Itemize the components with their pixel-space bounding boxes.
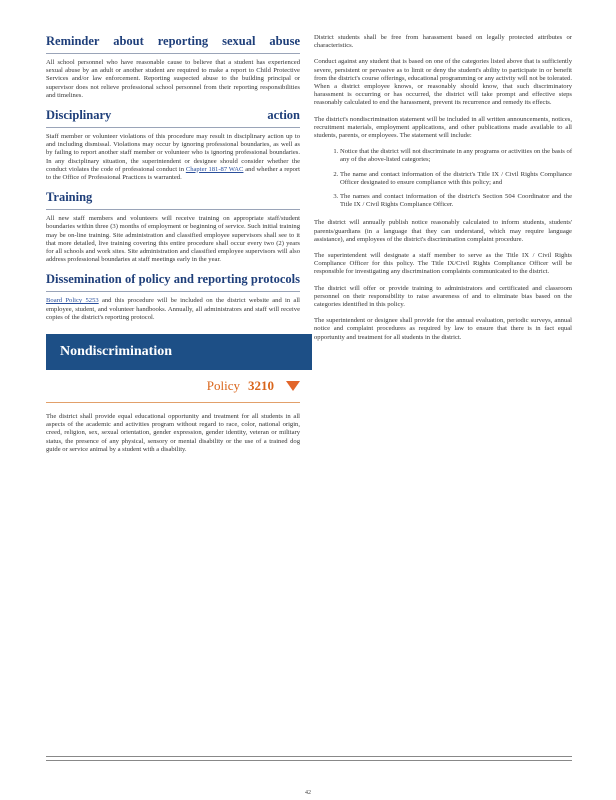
right-column: [314, 34, 572, 350]
harassment-paragraph: District students shall be free from harassment based on legally protected attributes or characteristics.: [314, 34, 572, 50]
policy-number: 3210: [248, 378, 274, 394]
page-number: 42: [305, 790, 311, 796]
section-heading-reminder: Reminder about reporting sexual abuse: [46, 34, 300, 54]
compliance-officer-paragraph: The superintendent will designate a staff member to serve as the Title IX / Civil Rights Compliance Officer for this policy. The Title IX/Civil Rights Compliance Officer will be responsible for investigating any discrimination complaints communicated to the district.: [314, 252, 572, 276]
annual-notice-paragraph: The district will annually publish notice reasonably calculated to inform students, students' parents/guardians (in a language that they can understand, which may require language assistance), and employees of the district's discrimination complaint procedure.: [314, 219, 572, 243]
section-heading-disciplinary: Disciplinary action: [46, 108, 300, 128]
footer-rule: [46, 760, 572, 764]
training-paragraph: All new staff members and volunteers will receive training on appropriate staff/student boundaries within three (3) months of employment or beginning of service. Such initial training may be on-line training. Site administration and classified employee supervisors shall see to it that more detailed, live training covering this entire procedure shall occur every two (2) years for all schools and work sites. Site administration and classified employee supervisors will also address professional boundaries at staff meetings early in the year.: [46, 215, 300, 264]
statement-list: [314, 148, 572, 209]
list-item: 2. The name and contact information of the district's Title IX / Civil Rights Compliance Officer designated to ensure compliance with this policy; and: [340, 171, 572, 187]
nondiscrimination-paragraph: The district shall provide equal educational opportunity and treatment for all students in all aspects of the academic and activities program without regard to race, color, national origin, creed, religion, sex, sexual orientation, gender expression, gender identity, veteran or military status, the presence of any physical, sensory or mental disability or the use of a trained dog guide or service animal by a student with a disability.: [46, 413, 300, 453]
disciplinary-paragraph: Staff member or volunteer violations of this procedure may result in disciplinary action up to and including dismissal. Violations may occur by ignoring professional boundaries, as well as by failing to report another staff member or volunteer who is ignoring professional boundaries. In any disciplinary situation, the superintendent or designee should consider whether the conduct violates the code of professional conduct in Chapter 181-87 WAC and whether a report to the Office of Professional Practices is warranted.: [46, 133, 300, 182]
section-heading-training: Training: [46, 190, 300, 210]
list-item: 3. The names and contact information of the district's Section 504 Coordinator and the Title IX / Civil Rights Compliance Officer.: [340, 193, 572, 209]
policy-label: Policy: [206, 378, 240, 394]
evaluation-paragraph: The superintendent or designee shall provide for the annual evaluation, periodic surveys, annual notice and complaint procedures as required by law to ensure that there is in fact equal opportunity and treatment for all students in the district.: [314, 317, 572, 341]
reminder-paragraph: All school personnel who have reasonable cause to believe that a student has experienced sexual abuse by an adult or another student are required to make a report to Child Protective Services and/or law enforcement. Reporting suspected abuse to the building principal or supervisor does not relieve professional school personnel from their reporting responsibilities and timelines.: [46, 59, 300, 99]
section-heading-dissemination: Dissemination of policy and reporting protocols: [46, 272, 300, 292]
dissemination-paragraph: Board Policy 5253 and this procedure will be included on the district website and in all employee, student, and volunteer handbooks. Annually, all administrators and staff will receive copies of the district's reporting protocol.: [46, 297, 301, 321]
board-policy-link[interactable]: Board Policy 5253: [46, 297, 99, 305]
left-column: [46, 34, 300, 462]
wac-chapter-link[interactable]: Chapter 181-87 WAC: [185, 165, 244, 173]
list-item: 1. Notice that the district will not discriminate in any programs or activities on the basis of any of the above-listed categories;: [340, 148, 572, 164]
nondiscrimination-banner: Nondiscrimination: [46, 334, 312, 370]
orange-divider: [46, 402, 300, 403]
training-offer-paragraph: The district will offer or provide training to administrators and certificated and classroom personnel on their responsibility to raise awareness of and to eliminate bias based on the categories identified in this policy.: [314, 284, 572, 309]
triangle-down-icon: [286, 381, 300, 391]
footer-rules: [46, 756, 572, 764]
policy-number-row: [46, 378, 300, 394]
conduct-paragraph: Conduct against any student that is based on one of the categories listed above that is sufficiently severe, persistent or pervasive as to limit or deny the student's ability to participate in or benefit from the district's course offerings, educational programming or any activity will not be tolerated. When a district employee knows, or reasonably should know, that such discriminatory harassment is occurring or has occurred, the district will take prompt and effective steps reasonably calculated to end the harassment, prevent its recurrence and remedy its effects.: [314, 58, 572, 107]
statement-paragraph: The district's nondiscrimination statement will be included in all written announcements, notices, recruitment materials, employment applications, and other publications made available to all students, parents, or employees. The statement will include:: [314, 115, 572, 140]
